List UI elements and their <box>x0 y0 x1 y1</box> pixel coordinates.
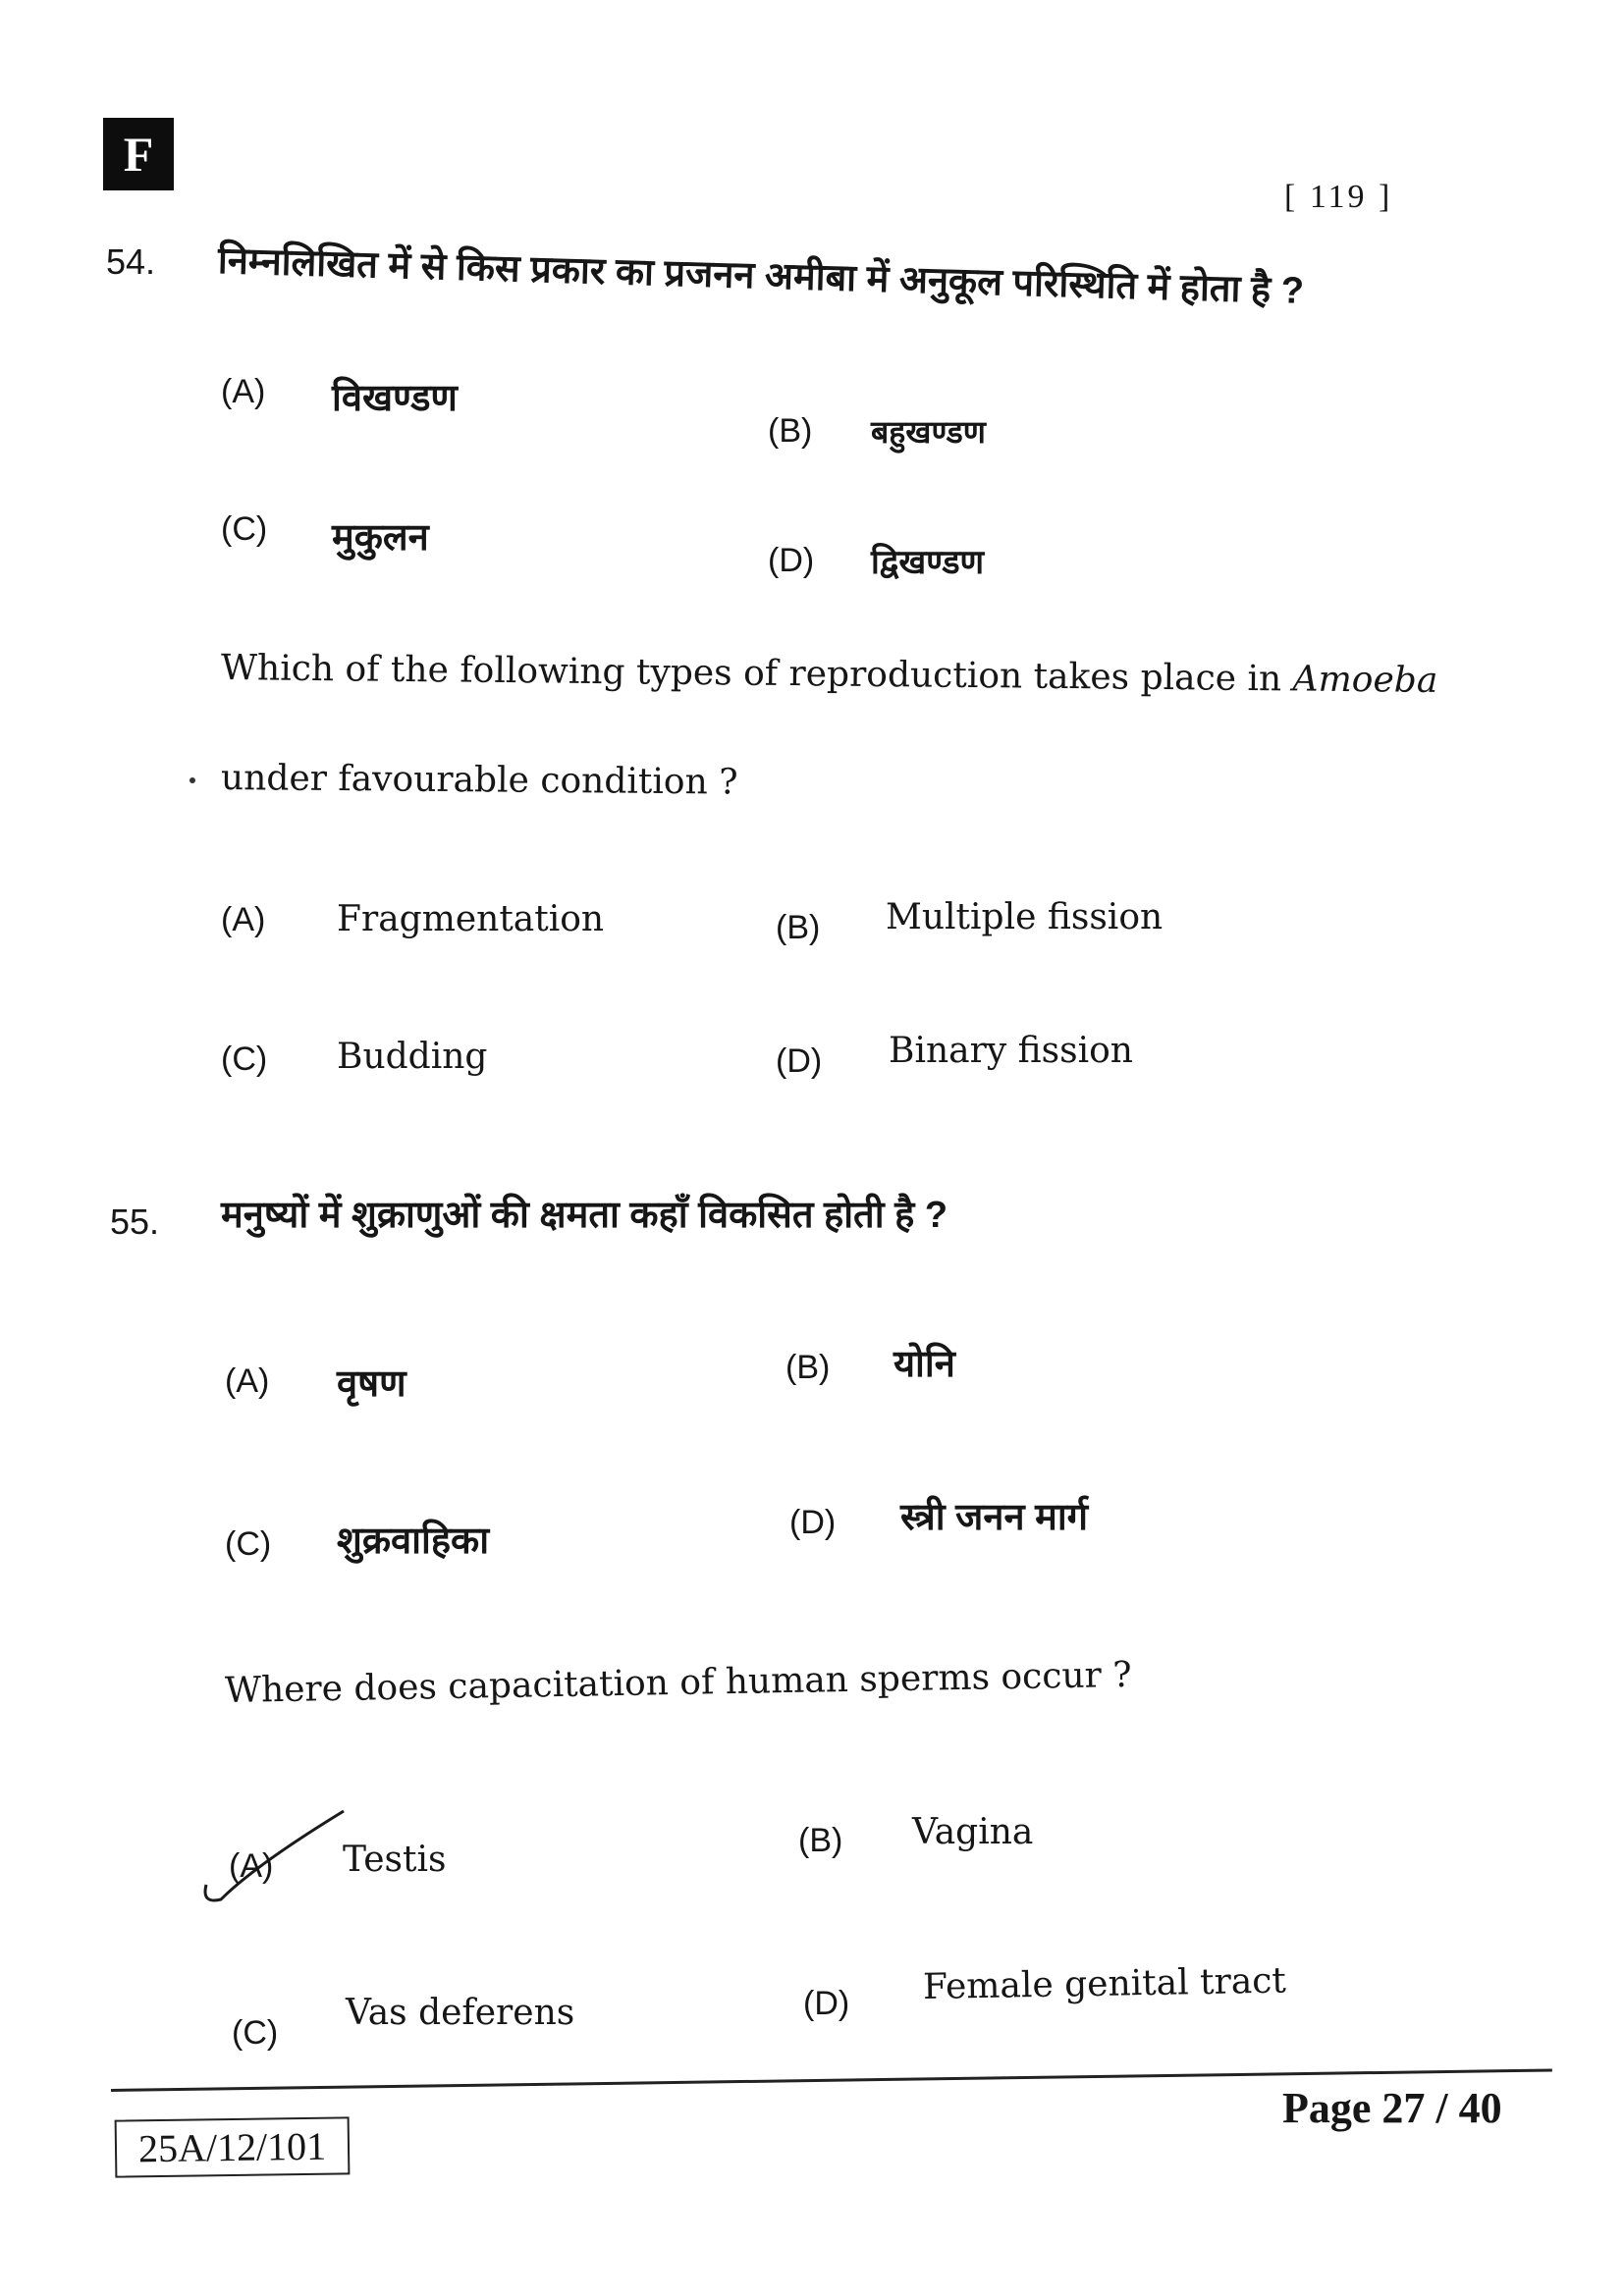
option-label: (B) <box>776 909 821 946</box>
option-text: Vagina <box>912 1812 1034 1852</box>
option-label: (B) <box>768 412 813 450</box>
page-marker: [ 119 ] <box>1284 179 1393 215</box>
question-english-text: Which of the following types of reproduction takes place in <box>220 648 1282 700</box>
option-text: विखण्डण <box>332 378 458 419</box>
question-hindi: मनुष्यों में शुक्राणुओं की क्षमता कहाँ विकसित होती है ? <box>221 1195 948 1236</box>
option-text: बहुखण्डण <box>871 414 986 450</box>
question-hindi: निम्नलिखित में से किस प्रकार का प्रजनन अमीबा में अनुकूल परिस्थिति में होता है ? <box>217 240 1305 312</box>
option-text: Multiple fission <box>886 897 1164 937</box>
option-label: (D) <box>789 1504 837 1541</box>
question-number: 54. <box>106 241 156 282</box>
italic-term: Amoeba <box>1292 659 1438 701</box>
option-label: (C) <box>225 1525 272 1563</box>
answer-tick-mark <box>196 1806 353 1914</box>
option-label: (C) <box>232 2014 279 2052</box>
option-text: Binary fission <box>889 1031 1133 1071</box>
question-number: 55. <box>110 1201 160 1242</box>
option-text: द्विखण्डण <box>871 544 985 581</box>
option-text: Testis <box>343 1840 447 1880</box>
option-label: (A) <box>229 1847 274 1885</box>
page-number: Page 27 / 40 <box>1282 2084 1502 2132</box>
option-label: (A) <box>221 901 266 938</box>
option-label: (D) <box>776 1042 823 1080</box>
option-text: मुकुलन <box>332 517 429 559</box>
paper-code-box: 25A/12/101 <box>115 2116 351 2177</box>
option-text: शुक्रवाहिका <box>337 1521 490 1562</box>
option-label: (B) <box>785 1349 831 1386</box>
option-text: Fragmentation <box>337 899 605 939</box>
set-code-badge: F <box>103 118 174 190</box>
option-text: Female genital tract <box>922 1960 1287 2007</box>
stray-mark <box>189 777 195 783</box>
option-label: (D) <box>768 542 815 579</box>
question-english <box>221 648 1438 701</box>
question-english-cont: under favourable condition ? <box>220 758 738 803</box>
option-text: Vas deferens <box>346 1993 575 2033</box>
option-text: Budding <box>337 1037 488 1077</box>
option-text: स्त्री जनन मार्ग <box>900 1497 1089 1538</box>
option-label: (D) <box>803 1985 850 2022</box>
option-text: योनि <box>893 1344 955 1385</box>
option-label: (A) <box>221 373 266 410</box>
option-label: (A) <box>225 1362 270 1400</box>
question-english: Where does capacitation of human sperms occur ? <box>224 1654 1132 1711</box>
option-label: (C) <box>221 510 268 548</box>
option-label: (B) <box>798 1822 843 1859</box>
option-text: वृषण <box>337 1363 406 1405</box>
option-label: (C) <box>221 1041 268 1078</box>
